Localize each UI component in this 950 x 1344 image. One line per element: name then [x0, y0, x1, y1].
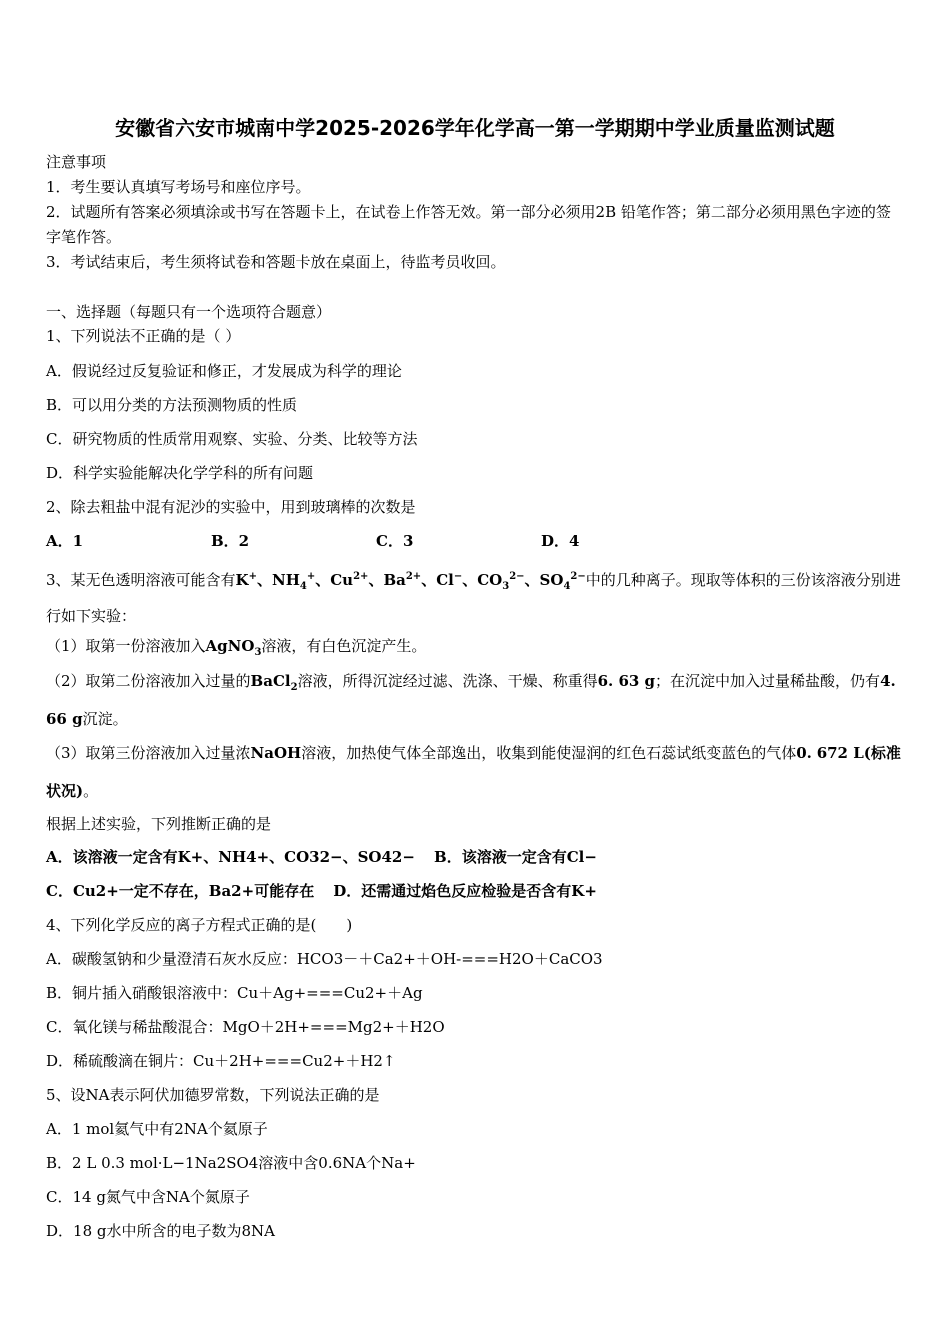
q3-stem-text: 3、某无色透明溶液可能含有 [46, 571, 236, 589]
volume: 0. [796, 744, 812, 762]
q4-stem: 4、下列化学反应的离子方程式正确的是( ) [46, 916, 353, 934]
q4-option-b: B．铜片插入硝酸银溶液中：Cu＋Ag+===Cu2+＋Ag [46, 984, 423, 1002]
q5-stem: 5、设NA表示阿伏加德罗常数，下列说法正确的是 [46, 1086, 380, 1104]
q1-stem: 1、下列说法不正确的是（ ） [46, 327, 241, 345]
ion: 、CO [462, 571, 503, 589]
q2-options [46, 531, 904, 551]
ion: K [235, 571, 249, 589]
chem-sub: 2 [290, 682, 298, 693]
volume: 672 L(标准状况) [46, 744, 901, 800]
q1-option-d: D．科学实验能解决化学学科的所有问题 [46, 464, 314, 482]
text: （2）取第二份溶液加入过量的 [46, 672, 251, 690]
page-title: 安徽省六安市城南中学2025-2026学年化学高一第一学期期中学业质量监测试题 [115, 116, 835, 140]
text: 沉淀。 [82, 710, 128, 728]
q1-option-b: B．可以用分类的方法预测物质的性质 [46, 396, 298, 414]
text: 溶液，有白色沉淀产生。 [261, 637, 427, 655]
mass: 4. 66 g [46, 672, 896, 728]
q4-option-a: A．碳酸氢钠和少量澄清石灰水反应：HCO3－＋Ca2+＋OH-===H2O＋CaCO3 [46, 950, 603, 968]
q3-option-d: D．还需通过焰色反应检验是否含有K+ [333, 882, 597, 900]
q3-step-2 [46, 662, 904, 738]
q5-option-b: B．2 L 0.3 mol·L−1Na2SO4溶液中含0.6NA个Na+ [46, 1154, 416, 1172]
chem: NaOH [250, 744, 302, 762]
ion-charge: 2+ [353, 571, 369, 582]
notice-heading: 注意事项 [46, 153, 107, 171]
q3-ions [235, 571, 586, 592]
chem: BaCl [250, 672, 291, 690]
ion: 、Ba [368, 571, 406, 589]
q3-ask: 根据上述实验，下列推断正确的是 [46, 815, 272, 833]
text: 。 [83, 782, 99, 800]
section-heading: 一、选择题（每题只有一个选项符合题意） [46, 303, 332, 321]
ion-charge: 2− [570, 571, 586, 582]
text: 溶液，加热使气体全部逸出，收集到能使湿润的红色石蕊试纸变蓝色的气体 [301, 744, 797, 762]
notice-item-2: 2．试题所有答案必须填涂或书写在答题卡上，在试卷上作答无效。第一部分必须用2B 铅笔作答；第二部分必须用黑色字迹的签字笔作答。 [46, 203, 891, 246]
q2-stem: 2、除去粗盐中混有泥沙的实验中，用到玻璃棒的次数是 [46, 498, 416, 516]
q2-option-d: D．4 [541, 532, 580, 550]
ion-charge: 2− [509, 571, 525, 582]
text: ；在沉淀中加入过量稀盐酸，仍有 [655, 672, 881, 690]
text: （1）取第一份溶液加入 [46, 637, 206, 655]
q5-option-d: D．18 g水中所含的电子数为8NA [46, 1222, 275, 1240]
ion-charge: + [306, 571, 316, 582]
ion-sub: 4 [299, 581, 307, 592]
text: （3）取第三份溶液加入过量浓 [46, 744, 251, 762]
q3-stem-text: 中的几种离子。现取等体积的三份该溶液分别进行如下实验： [46, 571, 901, 625]
ion: 、NH [256, 571, 300, 589]
q3-options-ab [46, 847, 904, 867]
q2-option-b: B．2 [211, 532, 250, 550]
q1-option-a: A．假说经过反复验证和修正，才发展成为科学的理论 [46, 362, 402, 380]
ion-charge: − [453, 571, 463, 582]
ion: 、SO [524, 571, 564, 589]
q2-option-a: A．1 [46, 532, 84, 550]
q3-option-b: B．该溶液一定含有Cl− [434, 848, 597, 866]
q4-option-d: D．稀硫酸滴在铜片：Cu＋2H+===Cu2+＋H2↑ [46, 1052, 396, 1070]
ion-charge: 2+ [405, 571, 422, 582]
q5-option-c: C．14 g氮气中含NA个氮原子 [46, 1188, 250, 1206]
q4-option-c: C．氧化镁与稀盐酸混合：MgO＋2H+===Mg2+＋H2O [46, 1018, 445, 1036]
q5-option-a: A．1 mol氦气中有2NA个氦原子 [46, 1120, 268, 1138]
q3-step-3 [46, 734, 904, 810]
ion-sub: 4 [563, 581, 571, 592]
notice-item-3: 3．考试结束后，考生须将试卷和答题卡放在桌面上，待监考员收回。 [46, 253, 506, 271]
ion-sub: 3 [502, 581, 510, 592]
ion: 、Cl [421, 571, 454, 589]
mass: 6. 63 g [597, 672, 656, 690]
ion-charge: + [248, 571, 257, 582]
ion: 、Cu [315, 571, 354, 589]
text: 溶液，所得沉淀经过滤、洗涤、干燥、称重得 [297, 672, 598, 690]
chem-sub: 3 [254, 647, 262, 658]
q3-step-1 [46, 636, 904, 656]
q3-options-cd [46, 881, 904, 901]
notice-item-1: 1．考生要认真填写考场号和座位序号。 [46, 178, 311, 196]
q3-option-a: A．该溶液一定含有K+、NH4+、CO32−、SO42− [46, 848, 415, 866]
q1-option-c: C．研究物质的性质常用观察、实验、分类、比较等方法 [46, 430, 418, 448]
q3-option-c: C．Cu2+一定不存在，Ba2+可能存在 [46, 882, 315, 900]
chem: AgNO [205, 637, 255, 655]
q2-option-c: C．3 [376, 532, 414, 550]
q3-stem [46, 562, 904, 634]
